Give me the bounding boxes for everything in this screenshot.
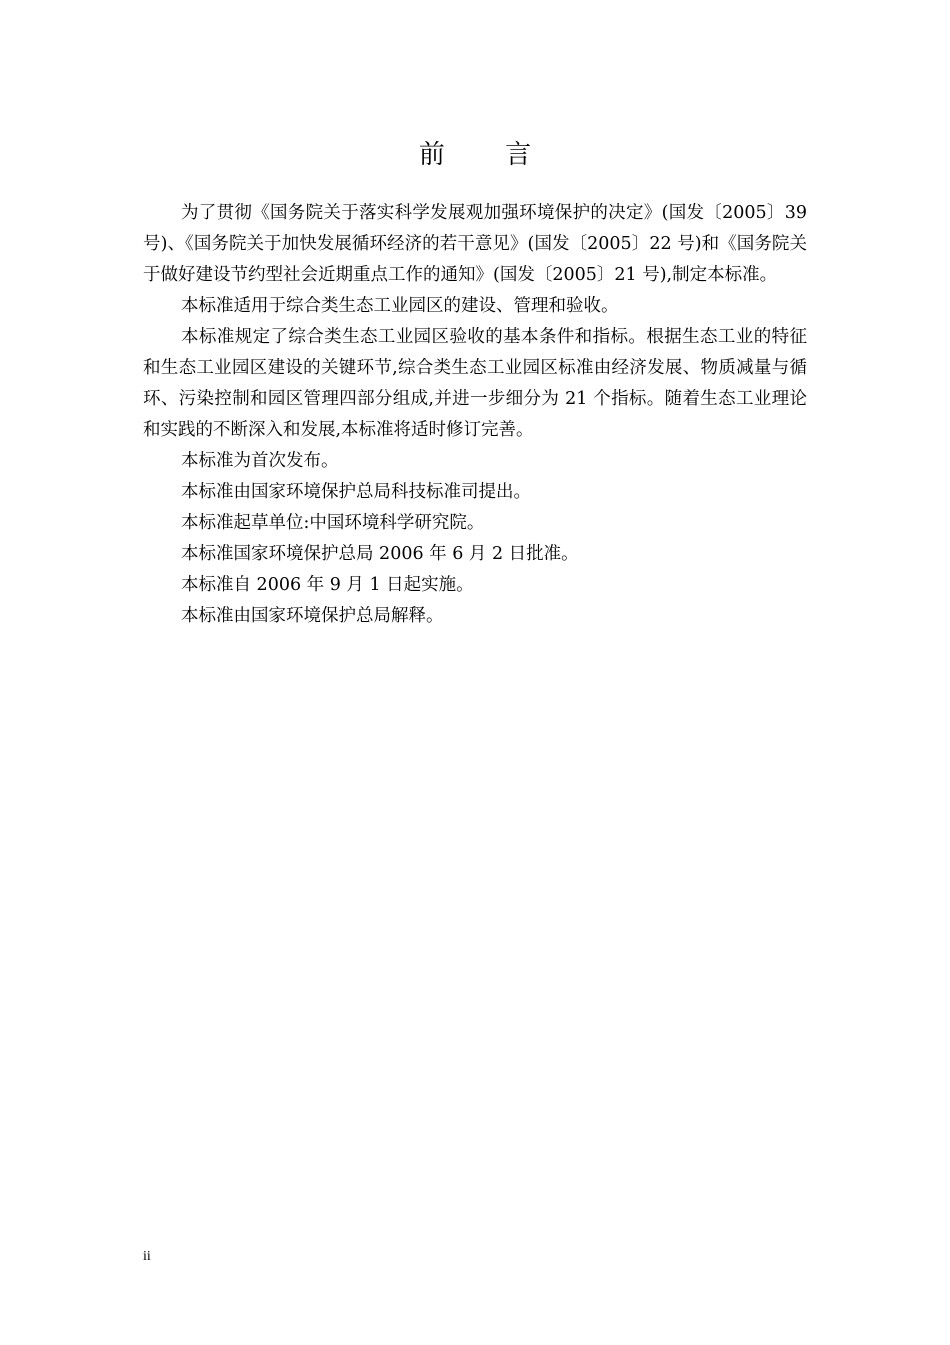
paragraph-scope: 本标准适用于综合类生态工业园区的建设、管理和验收。	[181, 296, 619, 316]
paragraph-approval: 本标准国家环境保护总局 2006 年 6 月 2 日批准。	[181, 544, 579, 564]
foreword-body	[143, 198, 807, 632]
paragraph-background: 为了贯彻《国务院关于落实科学发展观加强环境保护的决定》(国发〔2005〕39 号)、《国务院关于加快发展循环经济的若干意见》(国发〔2005〕22 号)和《国务院关于做好建设节约型社会近期重点工作的通知》(国发〔2005〕21 号),制定本标准。	[143, 203, 807, 285]
paragraph-content: 本标准规定了综合类生态工业园区验收的基本条件和指标。根据生态工业的特征和生态工业园区建设的关键环节,综合类生态工业园区标准由经济发展、物质减量与循环、污染控制和园区管理四部分组成,并进一步细分为 21 个指标。随着生态工业理论和实践的不断深入和发展,本标准将适时修订完善。	[143, 327, 807, 440]
paragraph-effective-date: 本标准自 2006 年 9 月 1 日起实施。	[181, 575, 474, 595]
page-title: 前 言	[418, 140, 558, 171]
paragraph-first-release: 本标准为首次发布。	[181, 451, 339, 471]
paragraph-interpretation: 本标准由国家环境保护总局解释。	[181, 606, 444, 626]
paragraph-drafter: 本标准起草单位:中国环境科学研究院。	[181, 513, 485, 533]
page-number: ii	[143, 1249, 151, 1264]
paragraph-proposer: 本标准由国家环境保护总局科技标准司提出。	[181, 482, 531, 502]
